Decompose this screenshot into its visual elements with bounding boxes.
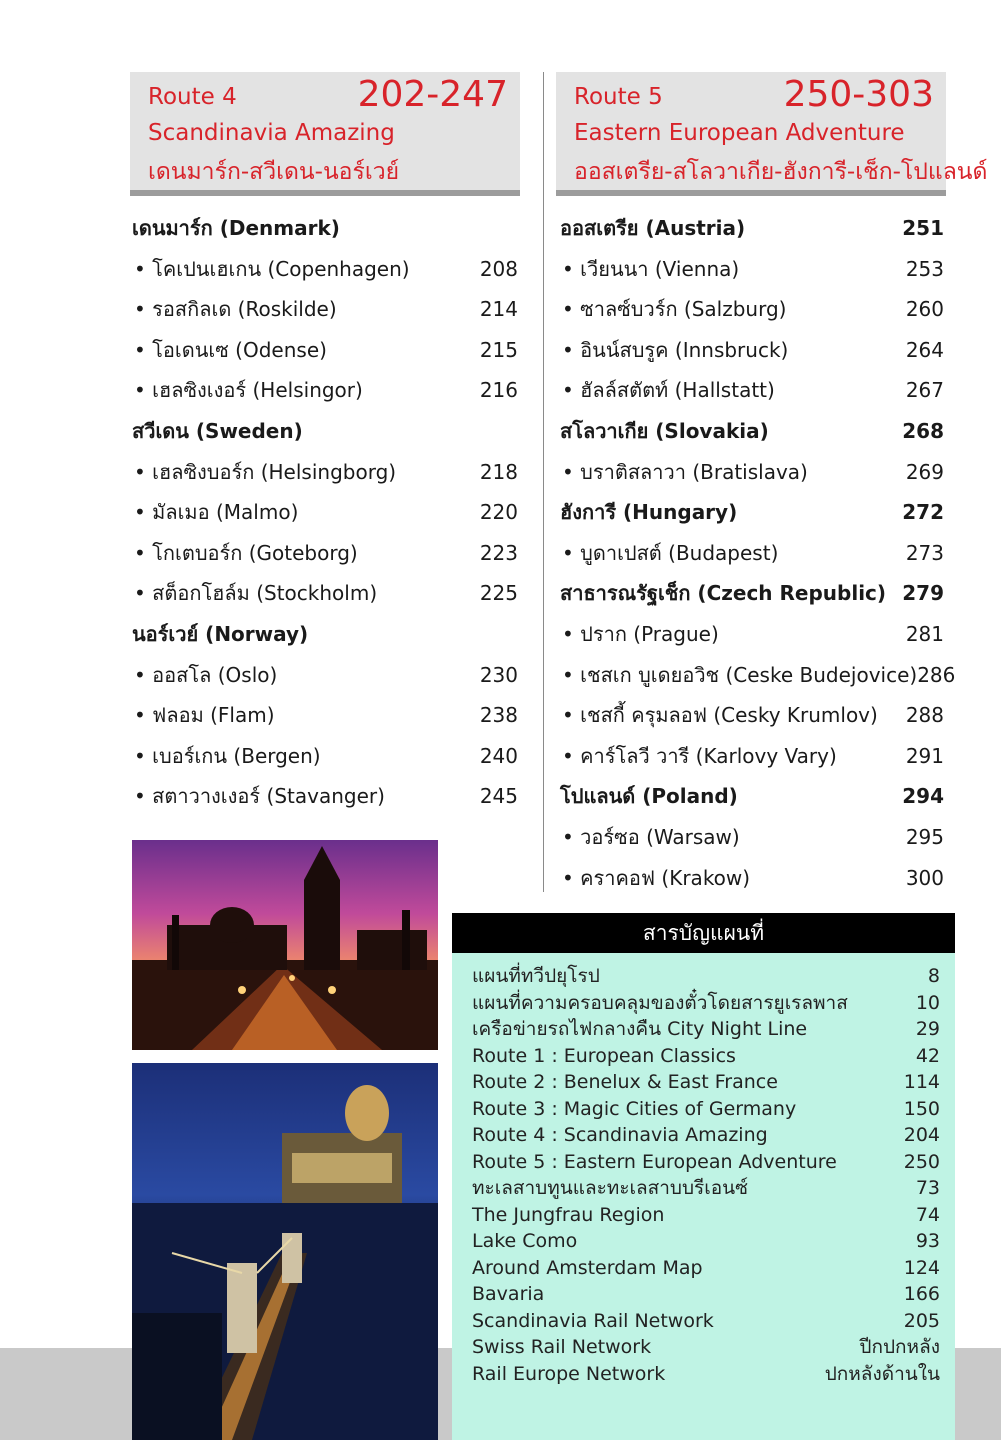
page-number: 295: [905, 824, 944, 849]
route-4-name: Scandinavia Amazing: [148, 120, 395, 146]
map-index-entry: [472, 1069, 940, 1096]
page-number: 294: [902, 784, 944, 809]
city-entry: [560, 858, 944, 899]
city-entry: [560, 452, 944, 493]
city-entry: [132, 776, 518, 817]
city-name: • ปราก (Prague): [560, 614, 719, 655]
country-name: ออสเตรีย (Austria): [560, 216, 746, 240]
city-name: • วอร์ซอ (Warsaw): [560, 817, 740, 858]
city-name: • อินน์สบรูค (Innsbruck): [560, 330, 788, 371]
country-name: นอร์เวย์ (Norway): [132, 621, 309, 646]
route-5-thai-name: ออสเตรีย-สโลวาเกีย-ฮังการี-เช็ก-โปแลนด์: [574, 159, 988, 185]
page-number: 281: [905, 621, 944, 646]
route-5-label: Route 5: [574, 84, 663, 110]
map-name: Lake Como: [472, 1230, 578, 1252]
map-index-entry: [472, 1361, 940, 1388]
city-name: • โกเตบอร์ก (Goteborg): [132, 533, 358, 574]
city-entry: [132, 533, 518, 574]
city-entry: [132, 492, 518, 533]
page-number: 220: [479, 500, 518, 525]
page-number: 267: [905, 378, 944, 403]
page-number: 245: [479, 784, 518, 809]
city-entry: [560, 370, 944, 411]
route-5-name: Eastern European Adventure: [574, 120, 905, 146]
city-name: • ฮัลล์สตัตท์ (Hallstatt): [560, 370, 775, 411]
map-page: ปกหลังด้านใน: [824, 1362, 940, 1385]
route-4-thai-name: เดนมาร์ก-สวีเดน-นอร์เวย์: [148, 159, 400, 185]
country-name: เดนมาร์ก (Denmark): [132, 216, 340, 240]
country-heading: [132, 208, 518, 249]
page-number: 238: [479, 703, 518, 728]
map-page: 8: [927, 965, 940, 987]
map-index-entry: [472, 1334, 940, 1361]
page-number: 273: [905, 540, 944, 565]
page-number: 268: [902, 418, 944, 443]
city-entry: [560, 533, 944, 574]
map-page: 166: [903, 1283, 940, 1305]
page-number: 215: [479, 337, 518, 362]
map-name: Route 4 : Scandinavia Amazing: [472, 1124, 768, 1146]
city-name: • เวียนนา (Vienna): [560, 249, 739, 290]
map-page: 114: [903, 1071, 940, 1093]
route-5-header: [556, 72, 988, 196]
city-name: • โคเปนเฮเกน (Copenhagen): [132, 249, 410, 290]
map-page: 42: [915, 1044, 940, 1067]
city-name: • คาร์โลวี วารี (Karlovy Vary): [560, 736, 837, 777]
country-heading: [132, 614, 518, 655]
map-index-entry: [472, 1122, 940, 1149]
city-entry: [132, 330, 518, 371]
map-index-entry: [472, 1202, 940, 1229]
map-index-entry: [472, 1175, 940, 1202]
map-index-entry: [472, 963, 940, 990]
city-name: • บูดาเปสต์ (Budapest): [560, 533, 778, 574]
route-4-pages: 202-247: [357, 74, 508, 115]
page-number: 286: [917, 662, 956, 687]
map-page: 250: [903, 1150, 940, 1173]
city-entry: [132, 370, 518, 411]
country-name: โปแลนด์ (Poland): [560, 784, 738, 809]
city-entry: [560, 817, 944, 858]
country-name: ฮังการี (Hungary): [560, 500, 738, 525]
column-divider: [543, 72, 544, 892]
city-name: • เชสกี้ ครุมลอฟ (Cesky Krumlov): [560, 695, 878, 736]
route-4-contents-list: [132, 208, 518, 817]
city-entry: [560, 330, 944, 371]
city-entry: [132, 249, 518, 290]
city-name: • รอสกิลเด (Roskilde): [132, 289, 337, 330]
page-number: 251: [902, 216, 944, 240]
city-name: • บราติสลาวา (Bratislava): [560, 452, 808, 493]
route-4-header: [130, 72, 520, 196]
map-index-entry: [472, 1043, 940, 1070]
city-entry: [560, 736, 944, 777]
page-number: 216: [479, 378, 518, 403]
city-entry: [132, 736, 518, 777]
map-page: 93: [915, 1230, 940, 1252]
map-page: 74: [915, 1203, 940, 1226]
page-number: 279: [902, 581, 944, 606]
prague-photo-illustration: [132, 840, 438, 1050]
page-number: 240: [479, 743, 518, 768]
map-page: 205: [903, 1309, 940, 1332]
city-entry: [560, 655, 956, 696]
city-entry: [560, 289, 944, 330]
map-index-entry: [472, 1281, 940, 1308]
map-index-entry: [472, 990, 940, 1017]
country-heading: [560, 776, 944, 817]
page-number: 288: [905, 703, 944, 728]
country-name: สโลวาเกีย (Slovakia): [560, 418, 769, 443]
map-page: 73: [915, 1177, 940, 1199]
city-entry: [132, 695, 518, 736]
map-page: 204: [903, 1124, 940, 1146]
map-name: Route 1 : European Classics: [472, 1044, 736, 1067]
maps-index-list: [472, 963, 940, 1387]
city-name: • ฟลอม (Flam): [132, 695, 275, 736]
page-number: 300: [905, 865, 944, 890]
map-index-entry: [472, 1308, 940, 1335]
map-name: Swiss Rail Network: [472, 1336, 652, 1358]
map-index-entry: [472, 1228, 940, 1255]
map-page: 150: [903, 1097, 940, 1120]
route-5-pages: 250-303: [783, 74, 934, 115]
map-name: เครือข่ายรถไฟกลางคืน City Night Line: [472, 1018, 808, 1040]
map-page: 29: [915, 1018, 940, 1040]
route-5-contents-list: [560, 208, 956, 898]
map-name: แผนที่ทวีปยุโรป: [472, 965, 600, 987]
country-heading: [560, 411, 944, 452]
city-entry: [132, 655, 518, 696]
city-entry: [132, 452, 518, 493]
country-name: สวีเดน (Sweden): [132, 418, 303, 443]
map-name: Bavaria: [472, 1283, 545, 1305]
map-index-entry: [472, 1255, 940, 1282]
page-number: 223: [479, 540, 518, 565]
city-name: • คราคอฟ (Krakow): [560, 858, 750, 899]
prague-charles-bridge-photo: [132, 840, 438, 1050]
page-number: 208: [479, 256, 518, 281]
page-number: 269: [905, 459, 944, 484]
map-page: ปีกปกหลัง: [859, 1336, 940, 1358]
city-name: • สต็อกโฮล์ม (Stockholm): [132, 573, 377, 614]
page-number: 225: [479, 581, 518, 606]
map-name: แผนที่ความครอบคลุมของตั๋วโดยสารยูเรลพาส: [472, 991, 848, 1014]
country-heading: [560, 492, 944, 533]
map-index-entry: [472, 1096, 940, 1123]
page-number: 272: [902, 500, 944, 525]
city-entry: [560, 249, 944, 290]
country-heading: [132, 411, 518, 452]
city-name: • มัลเมอ (Malmo): [132, 492, 298, 533]
map-page: 124: [903, 1256, 940, 1279]
budapest-chain-bridge-photo: [132, 1063, 438, 1440]
city-entry: [132, 573, 518, 614]
map-name: Route 5 : Eastern European Adventure: [472, 1150, 837, 1173]
map-name: ทะเลสาบทูนและทะเลสาบบรีเอนซ์: [472, 1177, 749, 1199]
page-number: 260: [905, 297, 944, 322]
country-name: สาธารณรัฐเช็ก (Czech Republic): [560, 581, 887, 606]
page-number: 230: [479, 662, 518, 687]
page-number: 214: [479, 297, 518, 322]
map-name: Scandinavia Rail Network: [472, 1309, 714, 1332]
page-number: 218: [479, 459, 518, 484]
city-name: • ซาลซ์บวร์ก (Salzburg): [560, 289, 786, 330]
maps-index-box: [452, 913, 955, 1440]
city-entry: [560, 614, 944, 655]
maps-index-title: สารบัญแผนที่: [452, 913, 955, 953]
city-name: • ออสโล (Oslo): [132, 655, 277, 696]
page-number: 253: [905, 256, 944, 281]
city-name: • โอเดนเซ (Odense): [132, 330, 327, 371]
city-name: • เบอร์เกน (Bergen): [132, 736, 321, 777]
city-name: • สตาวางเงอร์ (Stavanger): [132, 776, 385, 817]
country-heading: [560, 573, 944, 614]
page-number: 291: [905, 743, 944, 768]
city-entry: [560, 695, 944, 736]
map-name: Route 3 : Magic Cities of Germany: [472, 1097, 797, 1120]
country-heading: [560, 208, 944, 249]
city-entry: [132, 289, 518, 330]
city-name: • เชสเก บูเดยอวิช (Ceske Budejovice): [560, 655, 917, 696]
map-name: Around Amsterdam Map: [472, 1256, 703, 1279]
map-name: Rail Europe Network: [472, 1362, 666, 1385]
map-index-entry: [472, 1149, 940, 1176]
route-4-label: Route 4: [148, 84, 237, 110]
budapest-photo-illustration: [132, 1063, 438, 1440]
map-page: 10: [915, 991, 940, 1014]
city-name: • เฮลซิงเงอร์ (Helsingor): [132, 370, 363, 411]
page-number: 264: [905, 337, 944, 362]
map-name: The Jungfrau Region: [472, 1203, 665, 1226]
map-index-entry: [472, 1016, 940, 1043]
map-name: Route 2 : Benelux & East France: [472, 1071, 778, 1093]
city-name: • เฮลซิงบอร์ก (Helsingborg): [132, 452, 396, 493]
